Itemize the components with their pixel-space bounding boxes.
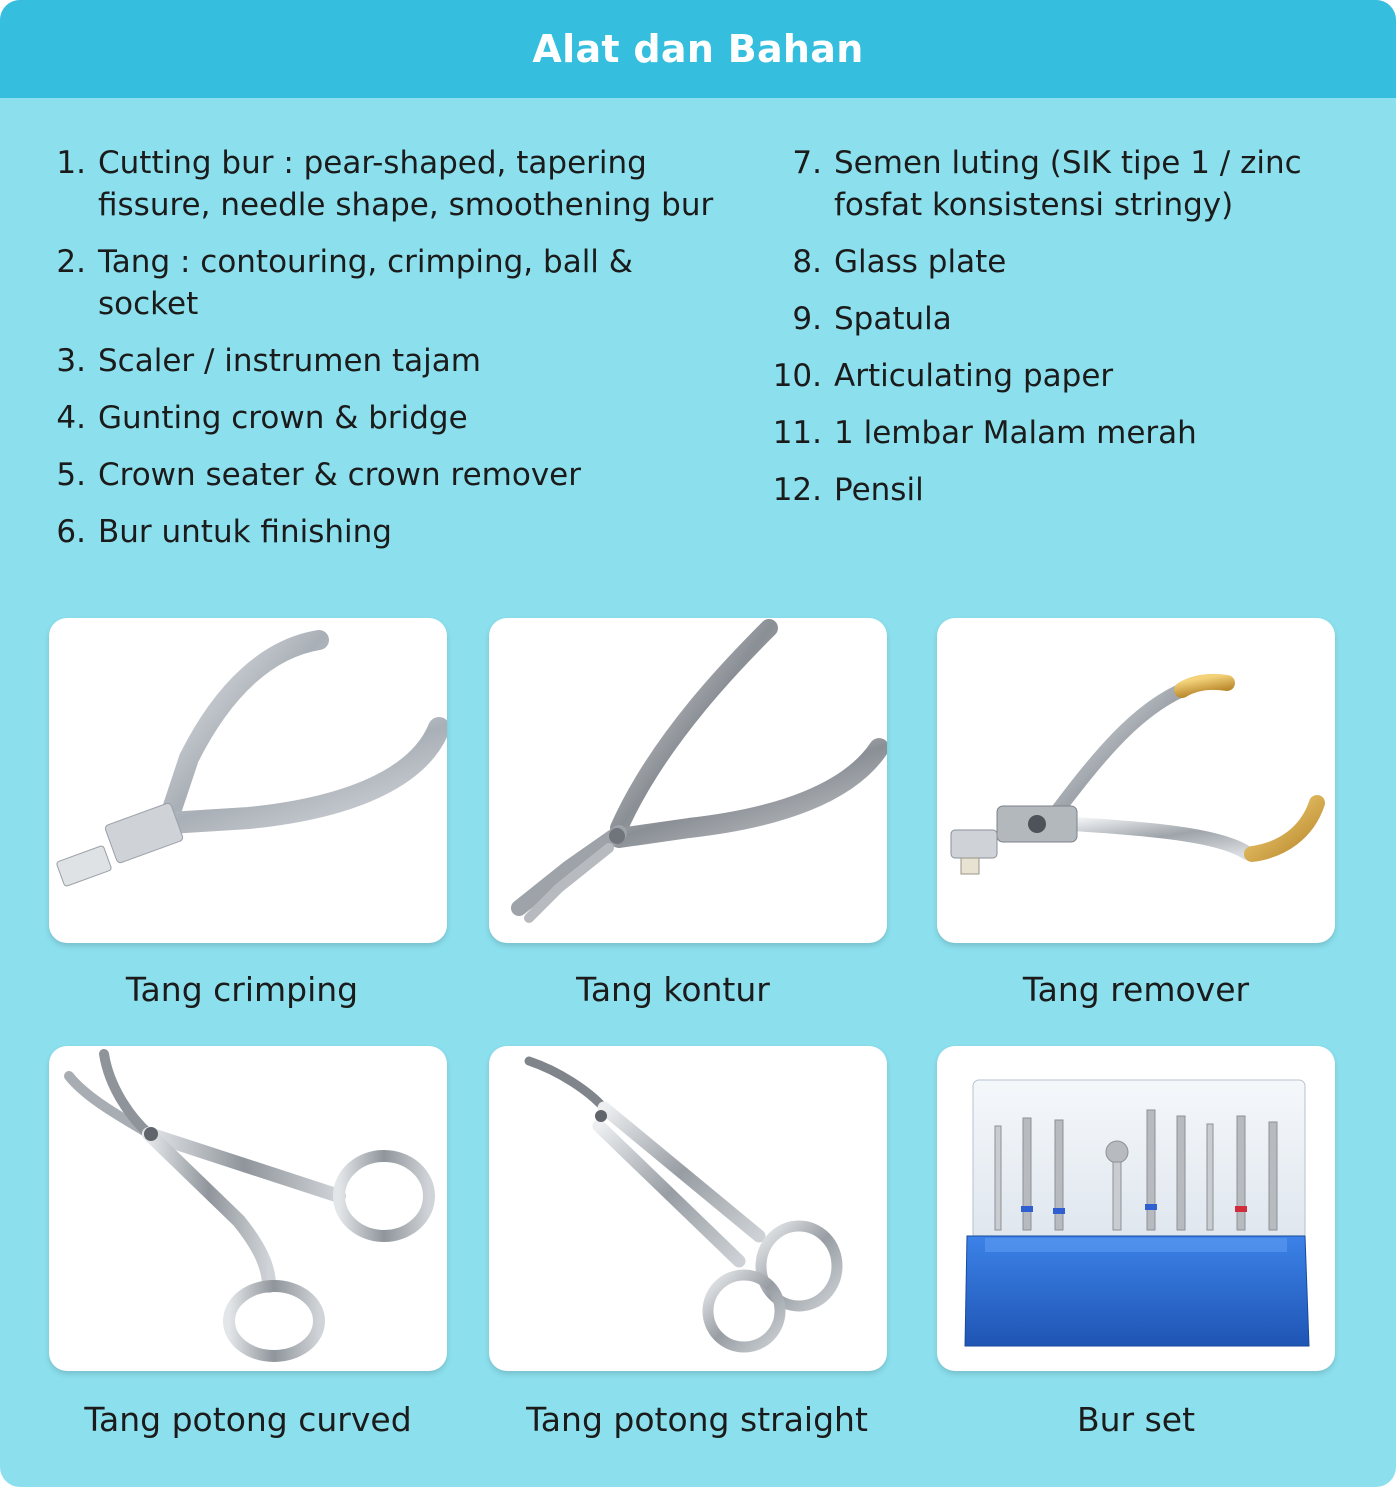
list-item: 6. Bur untuk finishing (56, 514, 392, 550)
list-item: 8. Glass plate (792, 244, 1007, 280)
materials-list-left (52, 142, 742, 568)
image-tile-crimping (49, 618, 447, 943)
list-item: 12. Pensil (772, 472, 924, 508)
list-item: 3. Scaler / instrumen tajam (56, 343, 481, 379)
straight-scissors-icon (489, 1046, 887, 1371)
contour-pliers-icon (489, 618, 887, 943)
caption-crimping: Tang crimping (125, 970, 359, 1009)
list-item: 4. Gunting crown & bridge (56, 400, 468, 436)
list-item: 9. Spatula (792, 301, 952, 337)
curved-scissors-icon (49, 1046, 447, 1371)
bur-set-icon (937, 1046, 1335, 1371)
caption-remover: Tang remover (1022, 970, 1250, 1009)
list-item: 10. Articulating paper (772, 358, 1114, 394)
list-item: 7. Semen luting (SIK tipe 1 / zinc fosfat konsistensi stringy) (792, 145, 1302, 223)
list-item: 2. Tang : contouring, crimping, ball & socket (56, 244, 633, 322)
page-title: Alat dan Bahan (532, 27, 864, 71)
image-tile-straight-scissors (489, 1046, 887, 1371)
list-item: 5. Crown seater & crown remover (56, 457, 581, 493)
list-item: 11. 1 lembar Malam merah (772, 415, 1197, 451)
materials-list-right (770, 142, 1370, 526)
image-tile-contour (489, 618, 887, 943)
image-tile-curved-scissors (49, 1046, 447, 1371)
remover-pliers-icon (937, 618, 1335, 943)
image-tile-bur-set (937, 1046, 1335, 1371)
crimping-pliers-icon (49, 618, 447, 943)
caption-contour: Tang kontur (576, 970, 770, 1009)
list-item: 1. Cutting bur : pear-shaped, tapering fissure, needle shape, smoothening bur (56, 145, 714, 223)
header-bar (0, 0, 1396, 98)
caption-bur-set: Bur set (1076, 1400, 1196, 1439)
caption-straight-scissors: Tang potong straight (526, 1400, 868, 1439)
image-tile-remover (937, 618, 1335, 943)
caption-curved-scissors: Tang potong curved (84, 1400, 412, 1439)
